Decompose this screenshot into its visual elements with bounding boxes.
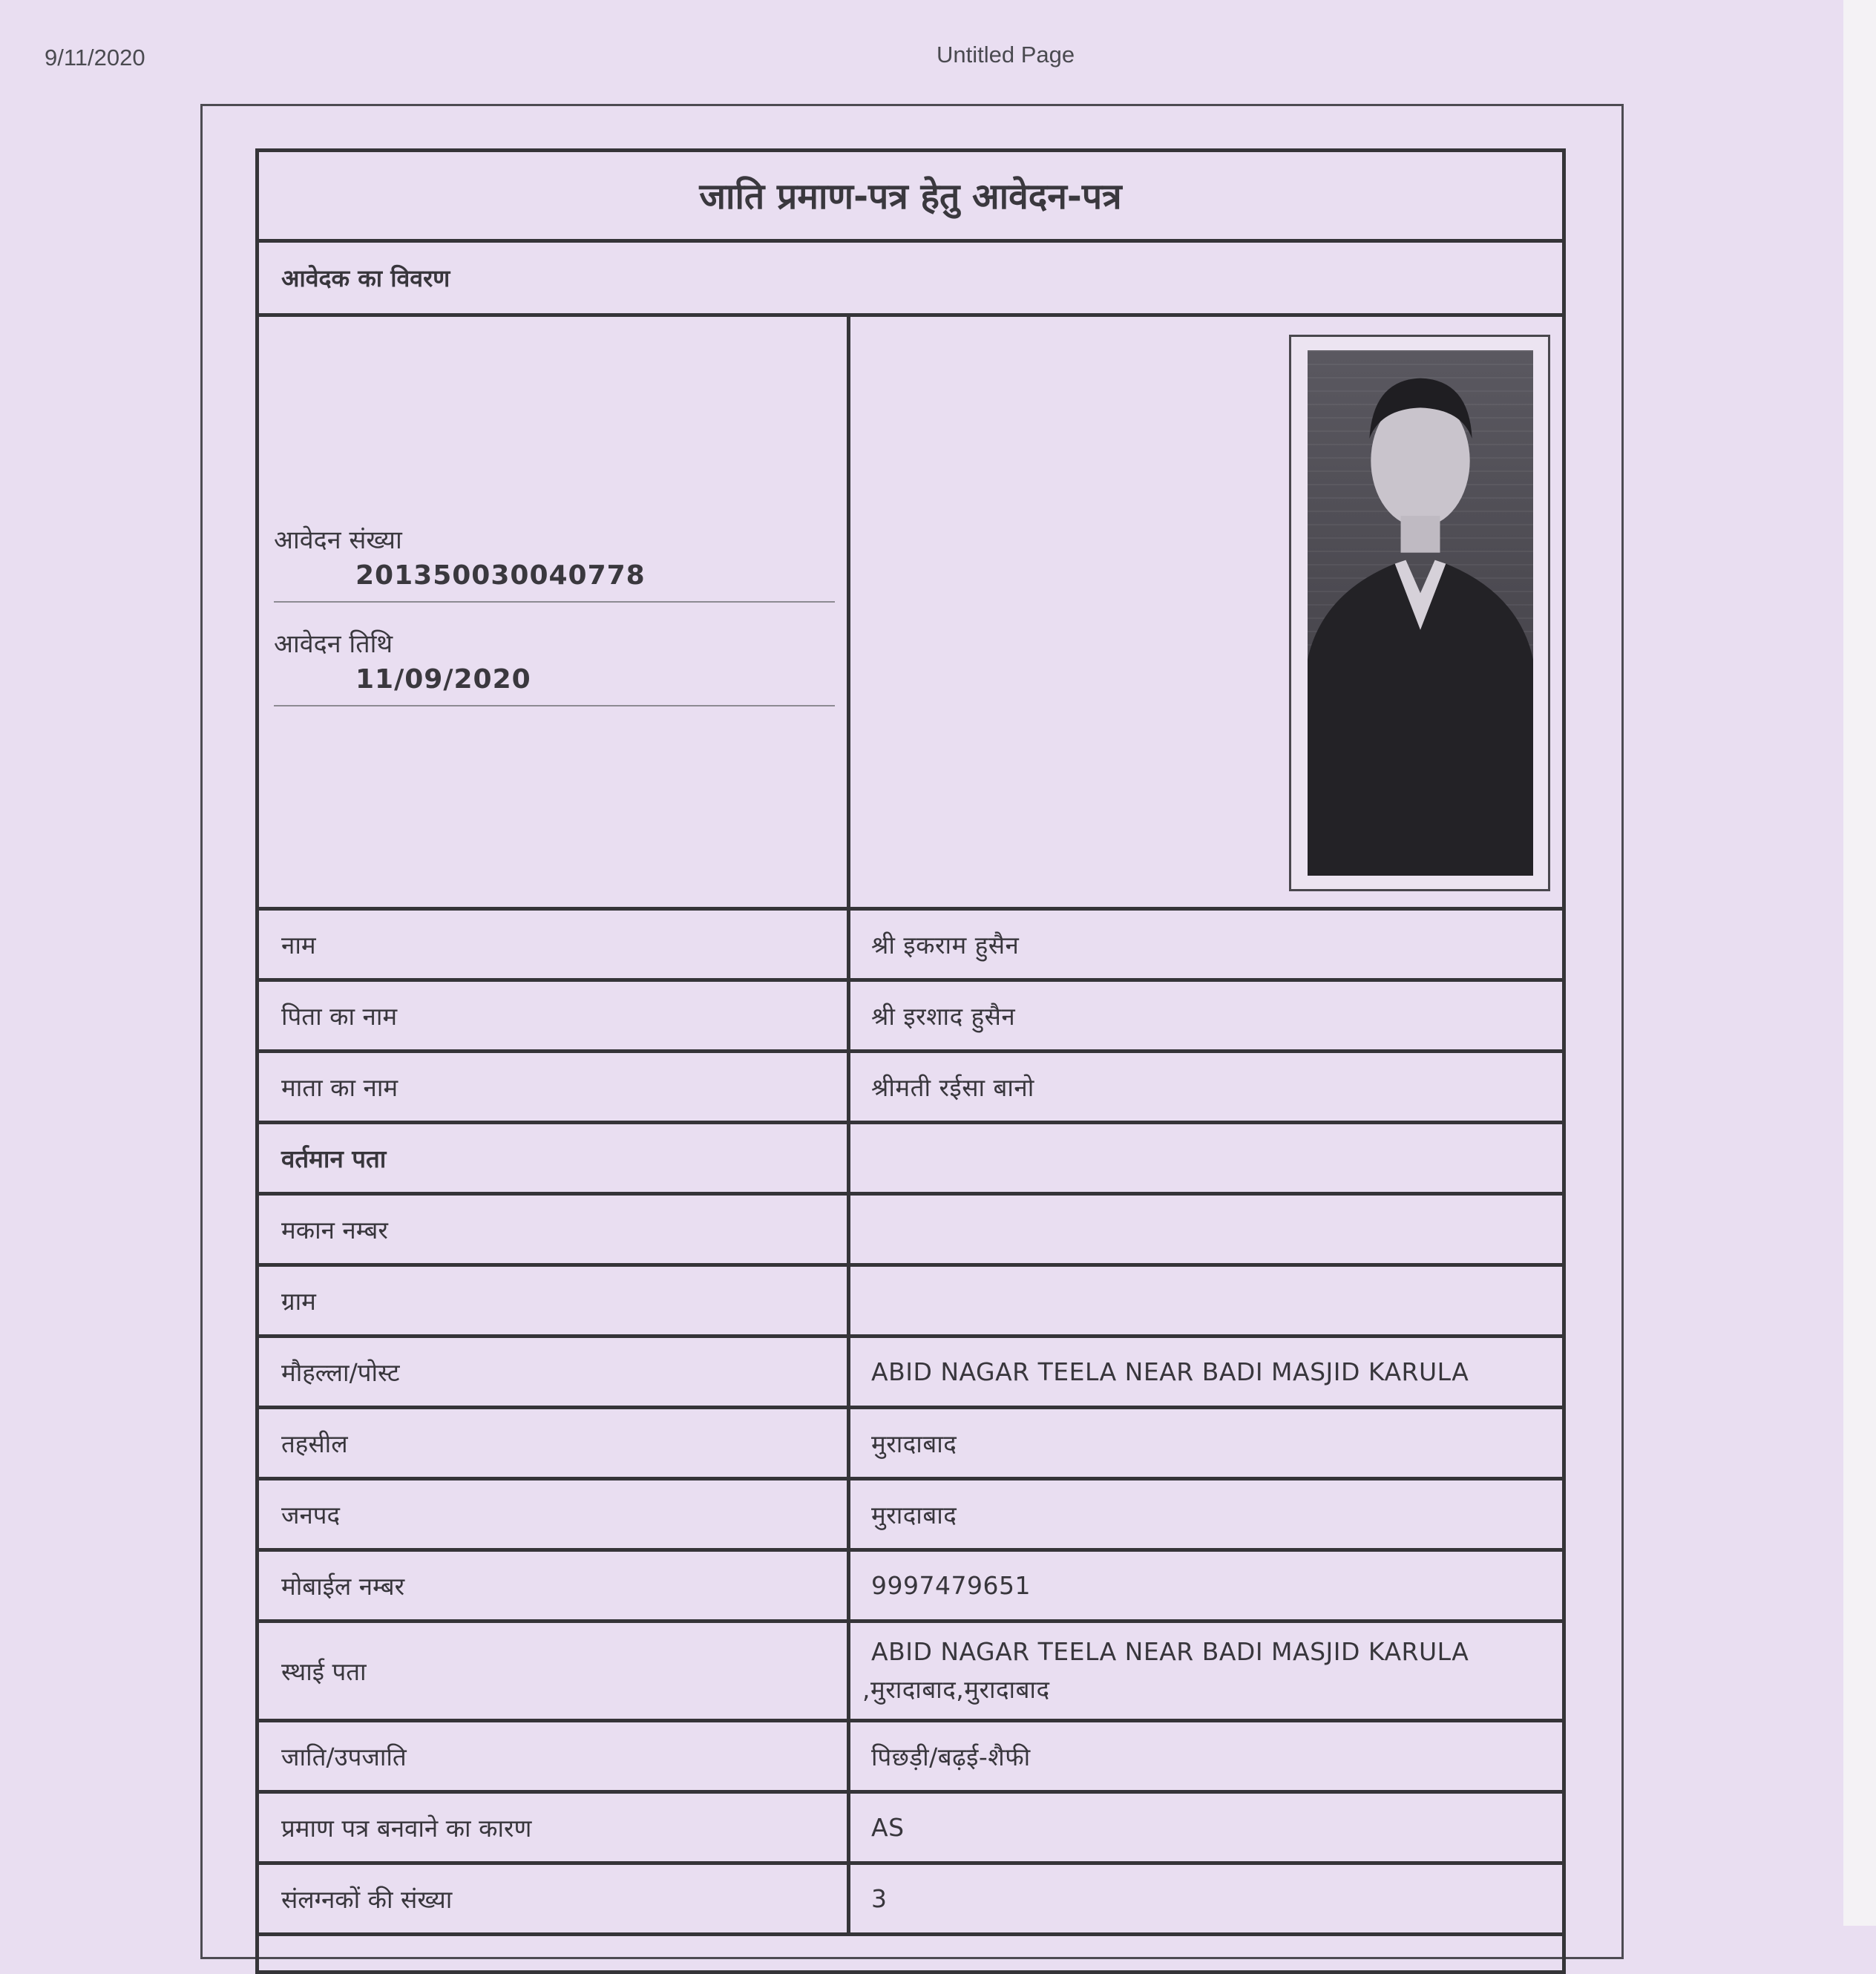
row-value: AS [871,1813,905,1842]
column-divider [847,982,850,1049]
table-row [259,1794,1562,1865]
row-value: मुरादाबाद [871,1501,957,1529]
row-value [871,1124,1554,1192]
table-row [259,1267,1562,1338]
application-number-block [274,522,835,603]
row-label: जनपद [281,1501,341,1529]
column-divider [847,1053,850,1121]
print-page-title: Untitled Page [937,42,1075,68]
column-divider [847,1480,850,1548]
row-label: मोबाईल नम्बर [281,1572,405,1601]
column-divider [847,1623,850,1719]
row-label: जाति/उपजाति [281,1742,407,1771]
form-title: जाति प्रमाण-पत्र हेतु आवेदन-पत्र [699,176,1122,217]
row-label: मौहल्ला/पोस्ट [281,1358,400,1387]
row-value [871,1267,1554,1334]
applicant-info-row [259,317,1562,911]
row-value-line-2: ,मुरादाबाद,मुरादाबाद [862,1674,1050,1704]
row-label: तहसील [281,1429,348,1458]
row-value: श्री इकराम हुसैन [871,931,1020,960]
row-value [862,1623,1554,1719]
section-heading-row [259,243,1562,317]
divider-line [274,601,835,603]
row-label: वर्तमान पता [281,1144,387,1173]
table-row [259,911,1562,982]
row-label: माता का नाम [281,1073,399,1102]
column-divider [847,317,850,907]
print-date: 9/11/2020 [45,45,145,70]
column-divider [847,1267,850,1334]
row-label: प्रमाण पत्र बनवाने का कारण [281,1814,532,1843]
application-date-label: आवेदन तिथि [274,629,393,659]
row-value-line-1: ABID NAGAR TEELA NEAR BADI MASJID KARULA [871,1636,1469,1666]
section-heading: आवेदक का विवरण [281,264,450,292]
table-row [259,1552,1562,1623]
table-row [259,982,1562,1053]
table-row [259,1623,1562,1722]
application-date-block [274,626,835,706]
row-label: नाम [281,931,316,960]
row-label: मकान नम्बर [281,1216,388,1245]
row-label: स्थाई पता [281,1657,367,1686]
table-row [259,1124,1562,1196]
column-divider [847,1124,850,1192]
application-number: 201350030040778 [355,560,646,591]
person-silhouette-icon [1308,350,1533,876]
column-divider [847,1196,850,1263]
table-row [259,1722,1562,1794]
row-label: पिता का नाम [281,1002,398,1031]
table-row [259,1338,1562,1409]
row-value [871,1196,1554,1263]
application-number-label: आवेदन संख्या [274,525,402,555]
column-divider [847,1722,850,1790]
page-edge [1843,0,1876,1926]
column-divider [847,911,850,978]
row-label: ग्राम [281,1287,316,1316]
application-date: 11/09/2020 [355,664,531,695]
form-title-row [259,152,1562,243]
row-label: संलग्नकों की संख्या [281,1885,453,1914]
column-divider [847,1794,850,1861]
details-table [259,911,1562,1936]
table-row [259,1196,1562,1267]
column-divider [847,1865,850,1932]
column-divider [847,1338,850,1406]
column-divider [847,1552,850,1619]
applicant-photo-frame [1289,335,1550,891]
table-row [259,1480,1562,1552]
application-form [255,148,1566,1974]
row-value: पिछड़ी/बढ़ई-शैफी [871,1742,1031,1771]
row-value: श्रीमती रईसा बानो [871,1073,1034,1102]
applicant-photo [1308,350,1533,876]
table-row [259,1053,1562,1124]
row-value: श्री इरशाद हुसैन [871,1002,1016,1031]
row-value: मुरादाबाद [871,1429,957,1458]
table-row [259,1409,1562,1480]
column-divider [847,1409,850,1477]
divider-line [274,705,835,706]
row-value: 3 [871,1884,888,1913]
row-value: 9997479651 [871,1571,1031,1600]
row-value: ABID NAGAR TEELA NEAR BADI MASJID KARULA [871,1357,1469,1386]
